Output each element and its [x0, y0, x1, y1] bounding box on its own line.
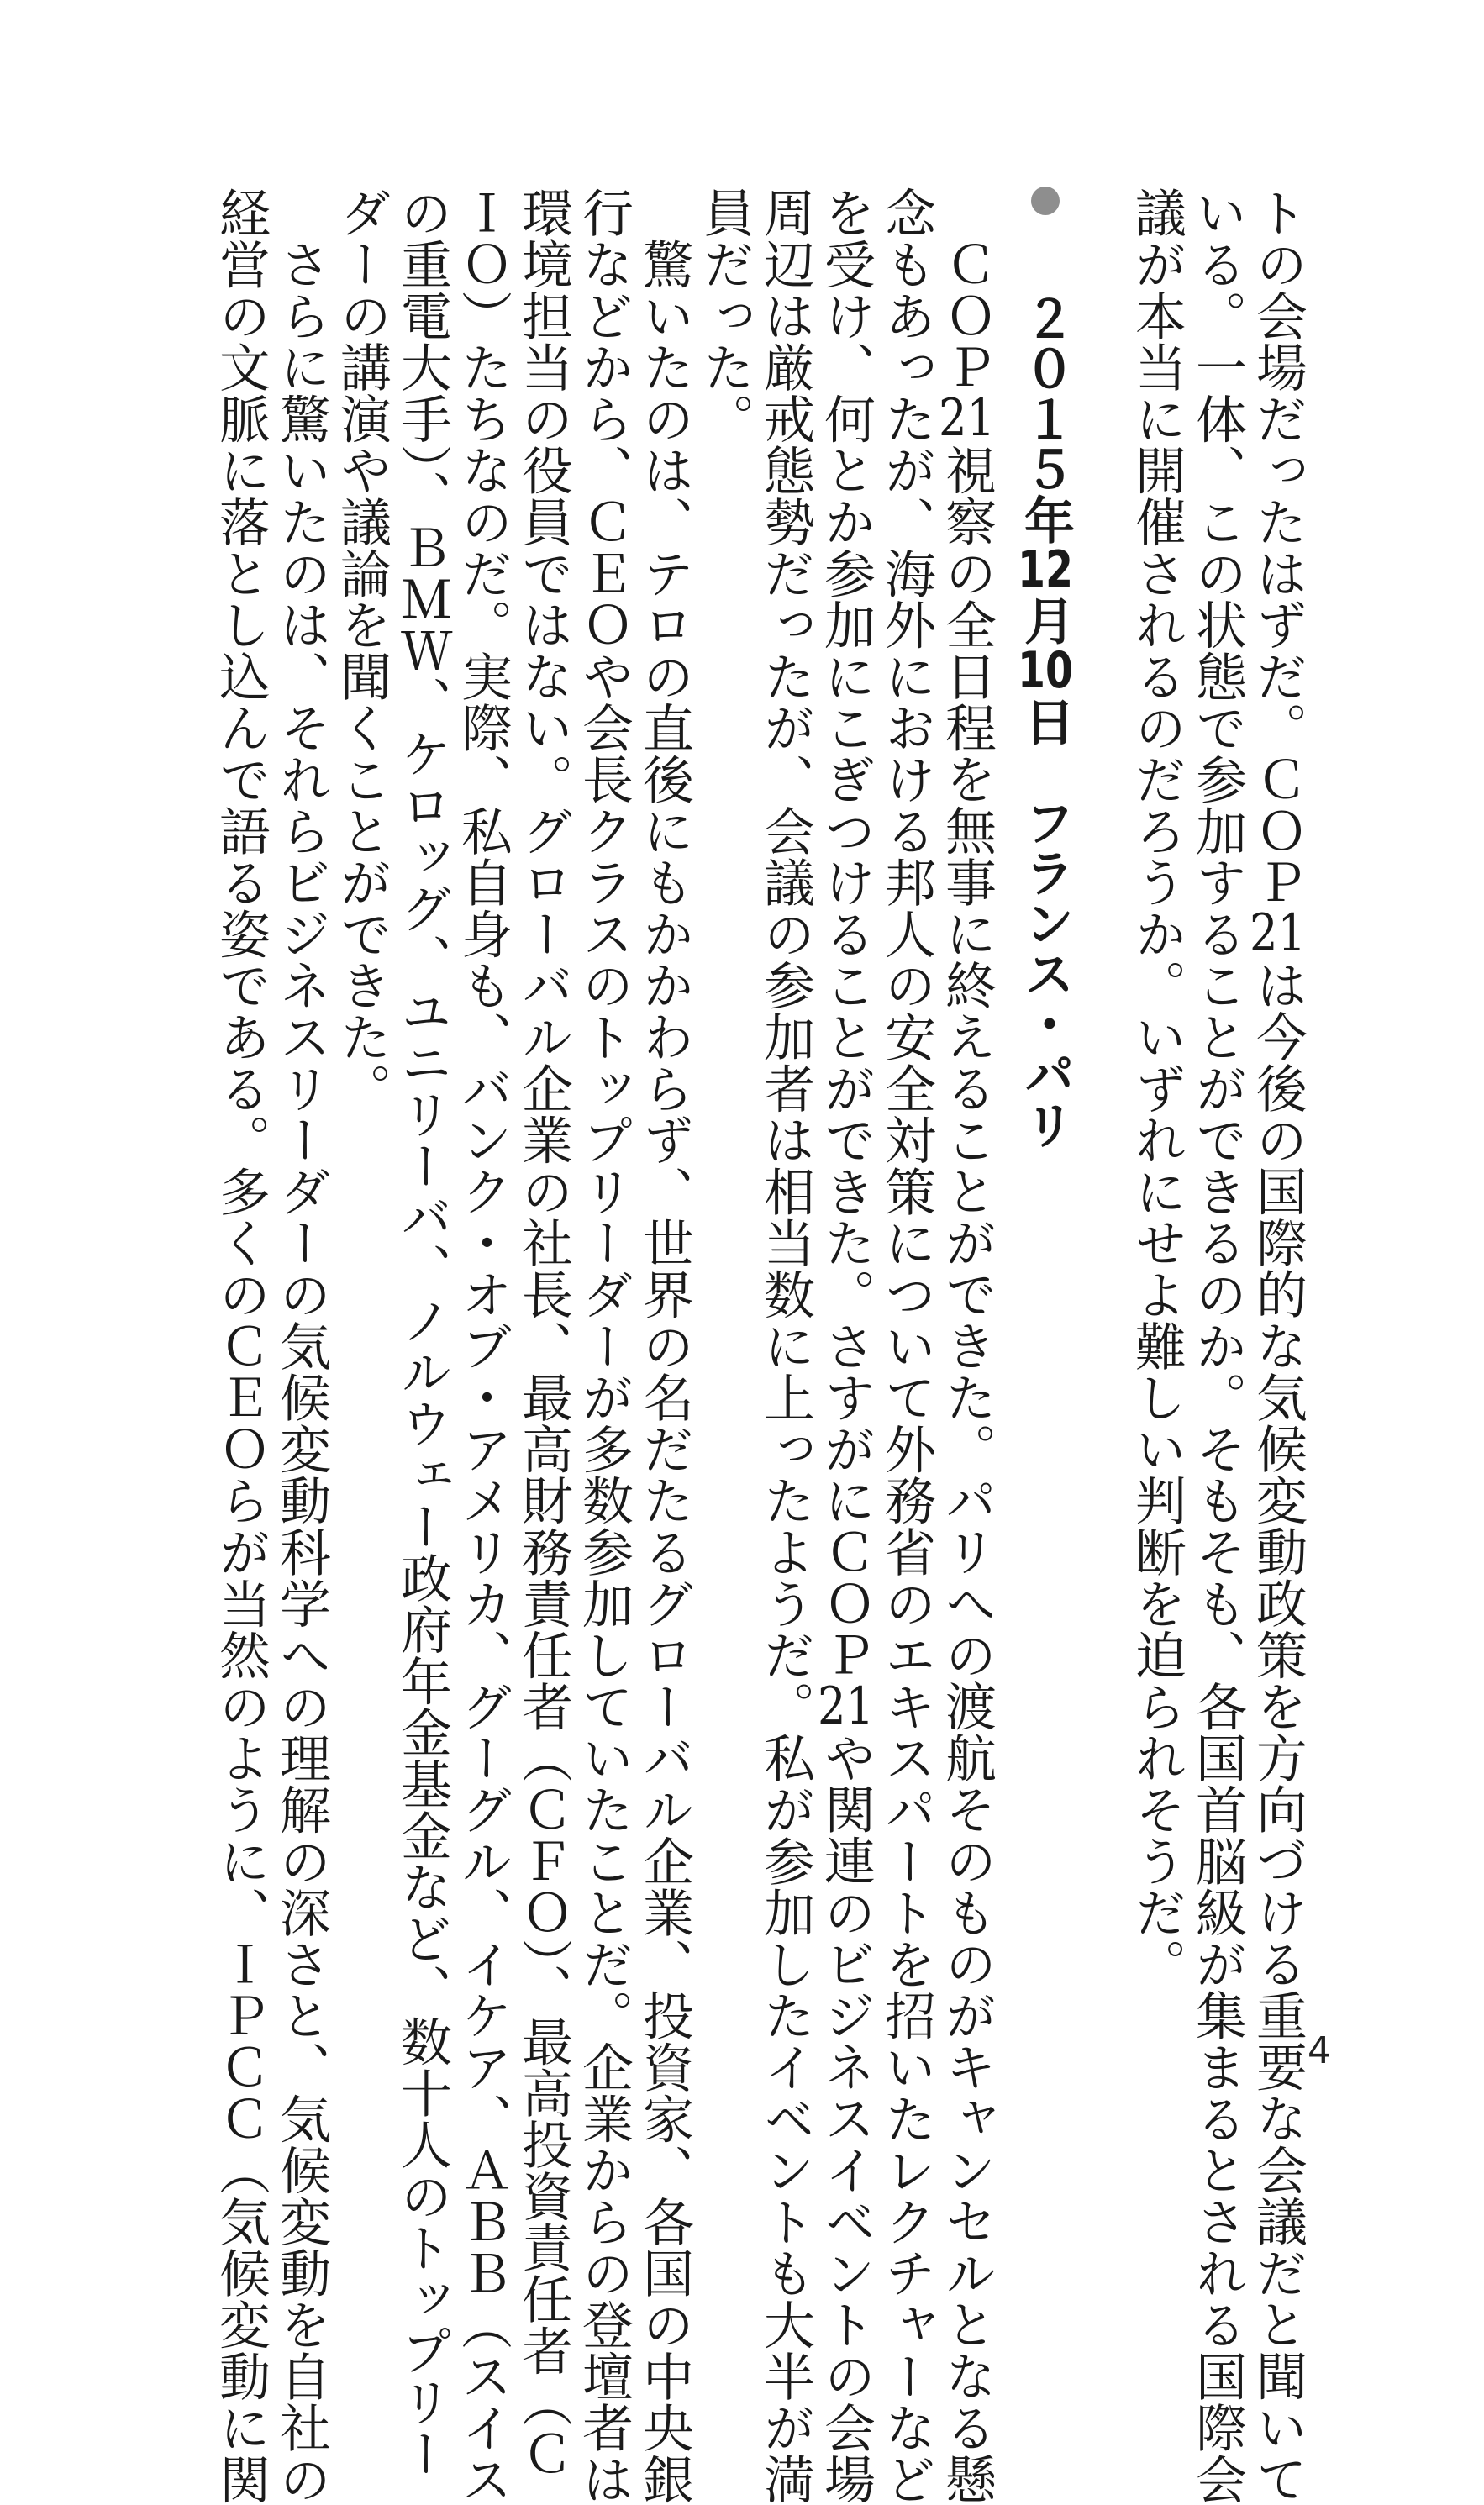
text-column: 議が本当に開催されるのだろうか。いずれにせよ難しい判断を迫られそうだ。 — [1127, 187, 1187, 1990]
heading-month: 12 — [1018, 545, 1073, 595]
heading-day-unit: 日 — [1016, 696, 1075, 746]
text-column: 行などから、ＣＥＯや会長クラスのトップリーダーが多数参加していたことだ。企業からの登壇者は — [574, 187, 634, 2505]
text-column: ＣＯＰ21視察の全日程を無事に終えることができた。パリへの渡航そのものがキャンセルとなる懸 — [937, 187, 997, 2505]
text-column: いる。一体、この状態で参加することができるのか。そもそも、各国首脳級が集まるとされる国際会 — [1187, 187, 1247, 2505]
section-spacer — [1086, 187, 1126, 1918]
heading-month-unit: 月 — [1016, 595, 1075, 645]
text-column: を受け、何とか参加にこぎつけることができた。さすがにＣＯＰ21や関連のビジネスイベントの会場 — [816, 187, 876, 2505]
text-column: さらに驚いたのは、それらビジネスリーダーの気候変動科学への理解の深さと、気候変動を自社の — [271, 187, 331, 2505]
text-column: 周辺は厳戒態勢だったが、会議の参加者は相当数に上ったようだ。私が参加したイベントも大半が満 — [755, 187, 815, 2505]
bullet-icon — [1031, 187, 1060, 215]
text-column: ＩＯ）たちなのだ。実際、私自身も、バンク・オブ・アメリカ、グーグル、イケア、ＡＢＢ（スイス — [453, 187, 513, 2505]
page-number: 4 — [1308, 2029, 1331, 2072]
heading-place: フランス・パリ — [1016, 797, 1075, 1150]
heading-day: 10 — [1018, 645, 1073, 696]
text-column: ダーの講演や議論を聞くことができた。 — [332, 187, 392, 1114]
section-heading — [1013, 187, 1077, 1918]
text-column: 員だった。 — [695, 187, 755, 445]
text-column: の重電大手）、ＢＭＷ、ケロッグ、ユニリーバ、ノルウェー政府年金基金など、数十人のトップリー — [392, 187, 452, 2479]
heading-year: ２０１５ — [1016, 292, 1075, 494]
text-column: 念もあったが、海外における邦人の安全対策について外務省のエキスパートを招いたレクチャーなど — [876, 187, 936, 2505]
text-column: トの会場だったはずだ。ＣＯＰ21は今後の国際的な気候変動政策を方向づける重要な会議だと聞いて — [1248, 187, 1308, 2505]
heading-year-unit: 年 — [1016, 494, 1075, 545]
text-column: 経営の文脈に落とし込んで語る姿である。多くのＣＥＯらが当然のように、ＩＰＣＣ（気候変動に関 — [211, 187, 271, 2505]
text-column: 驚いたのは、テロの直後にもかかわらず、世界の名だたるグローバル企業、投資家、各国の中央銀 — [634, 187, 694, 2505]
vertical-text-body — [210, 187, 1308, 2505]
text-column: 環境担当の役員ではない。グローバル企業の社長、最高財務責任者（ＣＦＯ）、最高投資責任者（Ｃ — [513, 187, 573, 2479]
